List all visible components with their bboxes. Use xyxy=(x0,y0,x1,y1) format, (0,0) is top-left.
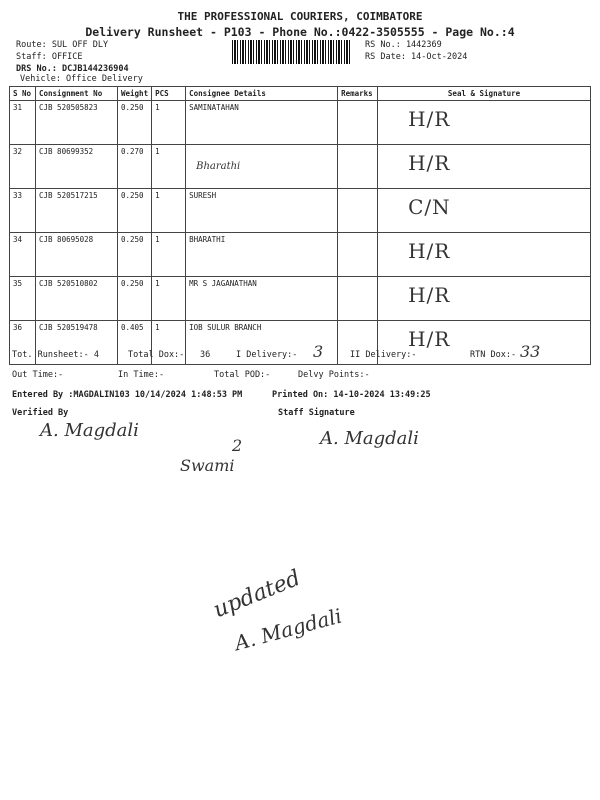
cell-consignment: CJB 520517215 xyxy=(36,189,118,233)
verified-signature: A. Magdali xyxy=(40,420,139,441)
col-pcs: PCS xyxy=(152,87,186,101)
cell-consignee: MR S JAGANATHAN xyxy=(186,277,338,321)
cell-seal xyxy=(378,145,591,189)
total-dox-label: Total Dox:- xyxy=(128,350,185,360)
rtn-dox-label: RTN Dox:- xyxy=(470,350,517,360)
route-label: Route: SUL OFF DLY xyxy=(16,40,109,50)
in-time-label: In Time:- xyxy=(118,370,165,380)
company-title: THE PROFESSIONAL COURIERS, COIMBATORE xyxy=(177,10,423,23)
cell-consignee: SAMINATAHAN xyxy=(186,101,338,145)
cell-consignee: SURESH xyxy=(186,189,338,233)
cell-remarks xyxy=(338,233,378,277)
col-sno: S No xyxy=(10,87,36,101)
cell-consignee: IOB SULUR BRANCH xyxy=(186,321,338,365)
cell-weight: 0.250 xyxy=(118,101,152,145)
cell-consignment: CJB 80695028 xyxy=(36,233,118,277)
cell-weight: 0.405 xyxy=(118,321,152,365)
cell-weight: 0.270 xyxy=(118,145,152,189)
printed-on: Printed On: 14-10-2024 13:49:25 xyxy=(272,390,431,400)
seal-handwriting: H/R xyxy=(408,151,451,175)
cell-seal xyxy=(378,277,591,321)
drs-label: DRS No.: DCJB144236904 xyxy=(16,64,129,74)
staff-signature-label: Staff Signature xyxy=(278,408,355,418)
cell-weight: 0.250 xyxy=(118,189,152,233)
cell-pcs: 1 xyxy=(152,145,186,189)
col-weight: Weight xyxy=(118,87,152,101)
cell-remarks xyxy=(338,189,378,233)
table-header xyxy=(10,87,591,101)
updated-note: updated xyxy=(210,565,305,624)
cell-consignment: CJB 520519478 xyxy=(36,321,118,365)
cell-weight: 0.250 xyxy=(118,233,152,277)
tot-runsheet: Tot. Runsheet:- 4 xyxy=(12,350,99,360)
consignee-handwritten-note: Bharathi xyxy=(196,161,241,172)
out-time-label: Out Time:- xyxy=(12,370,64,380)
col-consignment: Consignment No xyxy=(36,87,118,101)
cell-pcs: 1 xyxy=(152,189,186,233)
updated-signature: A. Magdali xyxy=(232,603,345,656)
cell-pcs: 1 xyxy=(152,233,186,277)
cell-pcs: 1 xyxy=(152,277,186,321)
runsheet-subtitle: Delivery Runsheet - P103 - Phone No.:0422-3505555 - Page No.:4 xyxy=(85,25,515,39)
seal-handwriting: H/R xyxy=(408,239,451,263)
cell-sno: 36 xyxy=(10,321,36,365)
rtn-dox-value: 33 xyxy=(520,342,541,361)
col-consignee: Consignee Details xyxy=(186,87,338,101)
cell-pcs: 1 xyxy=(152,101,186,145)
runsheet-table xyxy=(9,86,591,365)
cell-sno: 32 xyxy=(10,145,36,189)
delvy-points-label: Delvy Points:- xyxy=(298,370,370,380)
cell-pcs: 1 xyxy=(152,321,186,365)
table-row xyxy=(10,189,591,233)
total-pod-label: Total POD:- xyxy=(214,370,271,380)
vehicle-label: Vehicle: Office Delivery xyxy=(20,74,143,84)
ii-delivery-label: II Delivery:- xyxy=(350,350,417,360)
cell-sno: 34 xyxy=(10,233,36,277)
table-row xyxy=(10,277,591,321)
cell-consignment: CJB 520510802 xyxy=(36,277,118,321)
seal-handwriting: H/R xyxy=(408,327,451,351)
entered-by: Entered By :MAGDALIN103 10/14/2024 1:48:53 PM xyxy=(12,390,243,400)
cell-consignment: CJB 520505823 xyxy=(36,101,118,145)
barcode xyxy=(232,40,352,64)
cell-remarks xyxy=(338,277,378,321)
col-seal: Seal & Signature xyxy=(378,87,591,101)
cell-weight: 0.250 xyxy=(118,277,152,321)
seal-handwriting: C/N xyxy=(408,195,451,219)
staff-signature: A. Magdali xyxy=(320,428,419,449)
total-dox-value: 36 xyxy=(200,350,211,360)
cell-sno: 35 xyxy=(10,277,36,321)
table-row xyxy=(10,145,591,189)
col-remarks: Remarks xyxy=(338,87,378,101)
cell-seal xyxy=(378,101,591,145)
staff-label: Staff: OFFICE xyxy=(16,52,83,62)
seal-handwriting: H/R xyxy=(408,107,451,131)
table-row xyxy=(10,101,591,145)
i-delivery-label: I Delivery:- xyxy=(236,350,298,360)
cell-remarks xyxy=(338,101,378,145)
cell-consignee xyxy=(186,145,338,189)
handwritten-number: 2 xyxy=(232,436,243,455)
i-delivery-value: 3 xyxy=(313,342,324,361)
cell-sno: 31 xyxy=(10,101,36,145)
cell-consignee: BHARATHI xyxy=(186,233,338,277)
rs-date: RS Date: 14-Oct-2024 xyxy=(365,52,468,62)
cell-sno: 33 xyxy=(10,189,36,233)
cell-seal xyxy=(378,233,591,277)
cell-seal xyxy=(378,189,591,233)
rs-number: RS No.: 1442369 xyxy=(365,40,442,50)
table-row xyxy=(10,233,591,277)
cell-consignment: CJB 80699352 xyxy=(36,145,118,189)
cell-remarks xyxy=(338,145,378,189)
handwritten-word: Swami xyxy=(180,456,235,475)
verified-by-label: Verified By xyxy=(12,408,69,418)
seal-handwriting: H/R xyxy=(408,283,451,307)
